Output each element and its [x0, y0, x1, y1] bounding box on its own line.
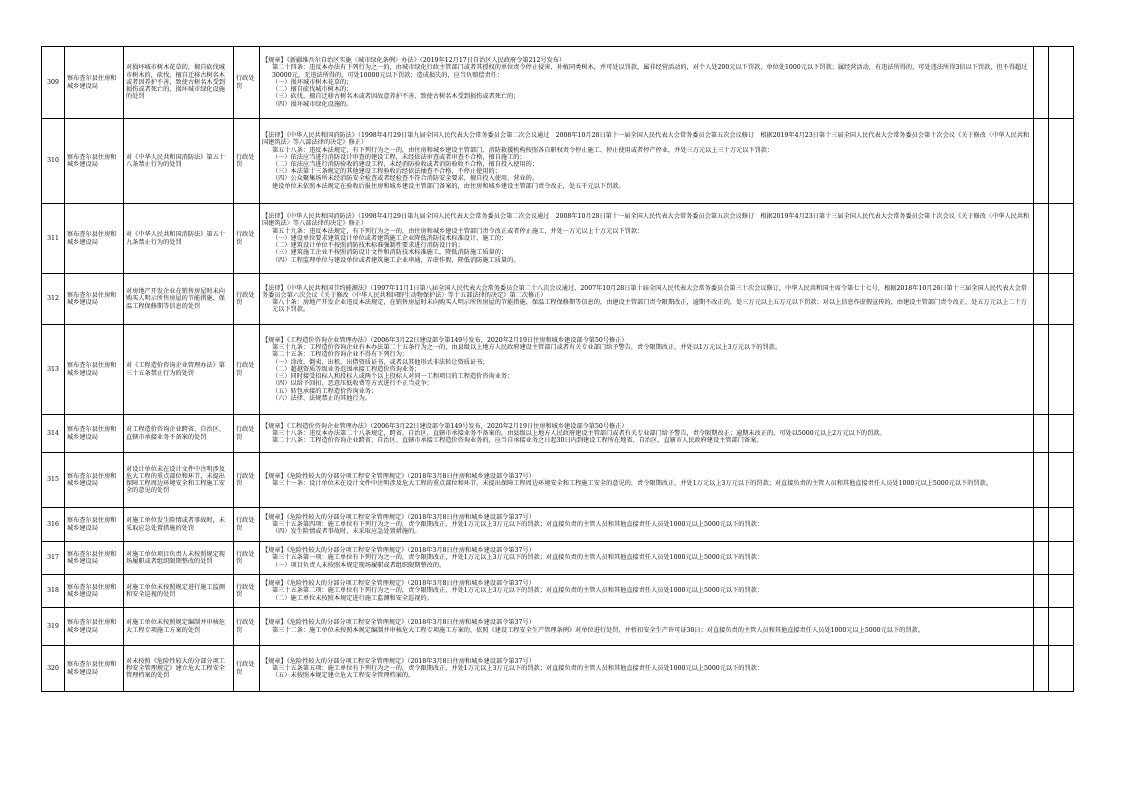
row-number: 316	[42, 508, 65, 542]
basis-line: 【规章】《危险性较大的分部分项工程安全管理规定》（2018年3月8日住房和城乡建设部令第37号）	[262, 472, 535, 480]
power-type-cell: 行政处罚	[234, 47, 260, 119]
legal-basis-cell	[260, 47, 1034, 119]
department-cell: 察布查尔县住房和城乡建设局	[65, 608, 124, 646]
basis-line: 第三十五条第五项：施工单位有下列行为之一的，责令限期改正，并处1万元以上3万元以下的罚款；对直接负责的主管人员和其他直接责任人员处1000元以上5000元以下的罚款：	[272, 664, 764, 672]
legal-basis-cell	[260, 508, 1034, 542]
basis-line: （四）公众聚集场所未经消防安全检查或者经检查不符合消防安全要求，擅自投入使用、营业的。	[272, 175, 539, 183]
table-row	[42, 453, 1074, 508]
table-row	[42, 508, 1074, 542]
basis-line: （三）同时接受招标人和投标人或两个以上投标人对同一工程项目的工程造价咨询业务；	[272, 373, 514, 381]
penalty-table	[41, 46, 1074, 692]
item-name-cell: 对工程造价咨询企业跨省、自治区、直辖市承接业务不备案的处罚	[124, 415, 234, 453]
basis-line: （一）依法应当进行消防设计审查的建设工程，未经依法审查或者审查不合格，擅自施工的；	[272, 153, 526, 161]
empty-cell	[1049, 325, 1074, 415]
basis-line: （二）依法应当进行消防验收的建设工程，未经消防验收或者消防验收不合格，擅自投入使用的；	[272, 161, 539, 168]
item-name-cell: 对未按照《危险性较大的分部分项工程安全管理规定》建立危大工程安全管理档案的处罚	[124, 646, 234, 692]
basis-line: 第二十八条：工程造价咨询企业跨省、自治区、直辖市承接工程造价咨询业务的，应当自承接业务之日起30日内到建设工程所在地省、自治区、直辖市人民政府建设主管部门备案。	[272, 437, 763, 445]
basis-line: 【法律】《中华人民共和国消防法》（1998年4月29日第九届全国人民代表大会常务委员会第二次会议通过 2008年10月28日第十一届全国人民代表大会常务委员会第五次会议修订 根据2019年4月23日第十三届全国人民代表大会常务委员会第十次会议《关于修改〈中华人民共和国建筑法〉等八部法律的决定》修正）	[262, 132, 1030, 147]
basis-line: 第三十九条：工程造价咨询企业有本办法第二十五条行为之一的，由县级以上地方人民政府建设主管部门或者有关专业部门给予警告，责令限期改正，并处以1万元以上3万元以下的罚款。	[272, 344, 782, 352]
basis-line: （一）涂改、倒卖、出租、出借资质证书，或者以其他形式非法转让资质证书；	[272, 358, 489, 366]
item-name-cell: 对房地产开发企业在销售房屋时未向购买人明示所售房屋的节能措施、保温工程保修期等信息的处罚	[124, 274, 234, 325]
empty-cell	[1049, 119, 1074, 204]
legal-basis-cell	[260, 453, 1034, 508]
empty-cell	[1034, 325, 1049, 415]
empty-cell	[1034, 508, 1049, 542]
basis-line: 【规章】《危险性较大的分部分项工程安全管理规定》（2018年3月8日住房和城乡建设部令第37号）	[262, 619, 535, 627]
item-name-cell: 对《中华人民共和国消防法》第五十九条禁止行为的处罚	[124, 204, 234, 274]
empty-cell	[1049, 204, 1074, 274]
item-name-cell: 对损坏城市树木花草的，擅自砍伐城市树木的，砍伐、擅自迁移古树名木或者因养护不善，致使古树名木受到损伤或者死亡的，损坏城市绿化设施的处罚	[124, 47, 234, 119]
empty-cell	[1049, 646, 1074, 692]
table-row	[42, 415, 1074, 453]
item-name-cell: 对《中华人民共和国消防法》第五十八条禁止行为的处罚	[124, 119, 234, 204]
legal-basis-cell	[260, 204, 1034, 274]
basis-line: （五）转包承接的工程造价咨询业务；	[272, 387, 378, 395]
table-row	[42, 325, 1074, 415]
table-row	[42, 608, 1074, 646]
basis-line: 第三十八条：违反本办法第二十八条规定，跨省、自治区、直辖市承接业务不备案的，由县级以上地方人民政府建设主管部门或者有关专业部门给予警告，责令限期改正；逾期未改正的，可处以5000元以上2万元以下的罚款。	[272, 429, 886, 437]
empty-cell	[1049, 47, 1074, 119]
department-cell: 察布查尔县住房和城乡建设局	[65, 325, 124, 415]
power-type-cell: 行政处罚	[234, 415, 260, 453]
power-type-cell: 行政处罚	[234, 508, 260, 542]
basis-line: 【规章】《新疆维吾尔自治区实施〈城市绿化条例〉办法》（2019年12月17日自治区人民政府令第212号发布）	[262, 57, 566, 65]
legal-basis-cell	[260, 646, 1034, 692]
basis-line: （二）施工单位未按照本规定进行施工监测和安全巡视的。	[272, 594, 433, 602]
basis-line: 【规章】《工程造价咨询企业管理办法》（2006年3月22日建设部令第149号发布，2020年2月19日住房和城乡建设部令第50号修正）	[262, 337, 628, 345]
legal-basis-cell	[260, 575, 1034, 608]
table-row	[42, 575, 1074, 608]
empty-cell	[1034, 415, 1049, 453]
empty-cell	[1049, 415, 1074, 453]
empty-cell	[1034, 453, 1049, 508]
basis-line: 第三十二条：施工单位未按照本规定编制并审核危大工程专项施工方案的，依照《建设工程安全生产管理条例》对单位进行处罚，并暂扣安全生产许可证30日；对直接负责的主管人员和其他直接责任人员处1000元以上5000元以下的罚款。	[272, 626, 924, 634]
empty-cell	[1049, 508, 1074, 542]
basis-line: 【规章】《危险性较大的分部分项工程安全管理规定》（2018年3月8日住房和城乡建设部令第37号）	[262, 580, 535, 588]
item-name-cell: 对施工单位未按照规定编制并审核危大工程专项施工方案的处罚	[124, 608, 234, 646]
empty-cell	[1034, 274, 1049, 325]
basis-line: 第五十八条：违反本法规定，有下列行为之一的，由住房和城乡建设主管部门、消防救援机构按照各自职权责令停止施工、停止使用或者停产停业，并处三万元以上三十万元以下罚款：	[272, 146, 774, 154]
power-type-cell: 行政处罚	[234, 274, 260, 325]
legal-basis-cell	[260, 325, 1034, 415]
department-cell: 察布查尔县住房和城乡建设局	[65, 47, 124, 119]
row-number: 309	[42, 47, 65, 119]
basis-line: 【规章】《危险性较大的分部分项工程安全管理规定》（2018年3月8日住房和城乡建设部令第37号）	[262, 547, 535, 555]
row-number: 317	[42, 542, 65, 575]
empty-cell	[1049, 542, 1074, 575]
empty-cell	[1034, 646, 1049, 692]
table-row	[42, 646, 1074, 692]
item-name-cell: 对设计单位未在设计文件中注明涉及危大工程的重点部位和环节，未提出保障工程周边环境安全和工程施工安全的意见的处罚	[124, 453, 234, 508]
power-type-cell: 行政处罚	[234, 119, 260, 204]
basis-line: 第五十九条：违反本法规定，有下列行为之一的，由住房和城乡建设主管部门责令改正或者停止施工，并处一万元以上十万元以下罚款：	[272, 227, 644, 235]
item-name-cell: 对施工单位发生险情或者事故时，未采取应急处置措施的处罚	[124, 508, 234, 542]
table-row	[42, 542, 1074, 575]
department-cell: 察布查尔县住房和城乡建设局	[65, 646, 124, 692]
item-name-cell: 对施工单位项目负责人未按照规定现场履职或者组织限期整改的处罚	[124, 542, 234, 575]
table-row	[42, 204, 1074, 274]
empty-cell	[1049, 274, 1074, 325]
basis-line: （六）法律、法规禁止的其他行为。	[272, 394, 371, 402]
basis-line: 【规章】《危险性较大的分部分项工程安全管理规定》（2018年3月8日住房和城乡建设部令第37号）	[262, 657, 535, 665]
basis-line: 【规章】《工程造价咨询企业管理办法》（2006年3月22日建设部令第149号发布，2020年2月19日住房和城乡建设部令第50号修正）	[262, 422, 628, 430]
basis-line: （一）项目负责人未按照本规定现场履职或者组织限期整改的。	[272, 561, 446, 569]
empty-cell	[1049, 608, 1074, 646]
empty-cell	[1049, 575, 1074, 608]
legal-basis-cell	[260, 608, 1034, 646]
empty-cell	[1049, 453, 1074, 508]
power-type-cell: 行政处罚	[234, 608, 260, 646]
power-type-cell: 行政处罚	[234, 646, 260, 692]
power-type-cell: 行政处罚	[234, 575, 260, 608]
power-type-cell: 行政处罚	[234, 453, 260, 508]
empty-cell	[1034, 47, 1049, 119]
row-number: 314	[42, 415, 65, 453]
department-cell: 察布查尔县住房和城乡建设局	[65, 508, 124, 542]
legal-basis-cell	[260, 119, 1034, 204]
legal-basis-cell	[260, 415, 1034, 453]
basis-line: 第三十一条：设计单位未在设计文件中注明涉及危大工程的重点部位和环节，未提出保障工程周边环境安全和工程施工安全的意见的，责令限期改正，并处1万元以上3万元以下的罚款；对直接负责的主管人员和其他直接责任人员处1000元以上5000元以下的罚款。	[272, 480, 992, 487]
power-type-cell: 行政处罚	[234, 542, 260, 575]
empty-cell	[1034, 608, 1049, 646]
table-row	[42, 119, 1074, 204]
basis-line: 【规章】《危险性较大的分部分项工程安全管理规定》（2018年3月8日住房和城乡建设部令第37号）	[262, 513, 535, 521]
basis-line: （一）建设单位要求建筑设计单位或者建筑施工企业降低消防技术标准设计、施工的；	[272, 234, 508, 242]
department-cell: 察布查尔县住房和城乡建设局	[65, 274, 124, 325]
basis-line: 第八十条：房地产开发企业违反本法规定，在销售房屋时未向购买人明示所售房屋的节能措施、保温工程保修期等信息的，由建设主管部门责令限期改正，逾期不改正的，处三万元以上五万元以下罚款；对以上信息作虚假宣传的，由建设主管部门责令改正，处五万元以上二十万元以下罚款。	[272, 299, 1027, 314]
basis-line: 【法律】《中华人民共和国消防法》（1998年4月29日第九届全国人民代表大会常务委员会第二次会议通过 2008年10月28日第十一届全国人民代表大会常务委员会第五次会议修订 根据2019年4月23日第十三届全国人民代表大会常务委员会第十次会议《关于修改〈中华人民共和国建筑法〉等八部法律的决定》修正）	[262, 213, 1030, 228]
basis-line: （四）工程监理单位与建设单位或者建筑施工企业串通，弄虚作假，降低消防施工质量的。	[272, 256, 520, 264]
basis-line: （三）砍伐、擅自迁移古树名木或者因故意养护不善，致使古树名木受到损伤或者死亡的；	[272, 93, 520, 101]
row-number: 320	[42, 646, 65, 692]
item-name-cell: 对《工程造价咨询企业管理办法》第三十五条禁止行为的处罚	[124, 325, 234, 415]
basis-line: 第二十四条：违反本办法有下列行为之一的，由城市绿化行政主管部门或者其授权的单位责令停止侵害、补植同类树木，并可处以罚款，属非经营活动的，对个人处200元以下罚款，单位处1000元以下罚款；属经营活动，有违法所得的，可处违法所得3倍以下罚款，但不得超过30000元，无违法所得的，可处10000元以下罚款；造成损失的，应当负赔偿责任：	[272, 64, 1028, 79]
basis-line: （二）擅自砍伐城市树木的；	[272, 86, 353, 94]
legal-basis-cell	[260, 274, 1034, 325]
basis-line: （三）建筑施工企业不按照消防设计文件和消防技术标准施工，降低消防施工质量的；	[272, 249, 508, 257]
empty-cell	[1034, 542, 1049, 575]
power-type-cell: 行政处罚	[234, 325, 260, 415]
basis-line: 第三十五条第四项：施工单位有下列行为之一的，责令限期改正，并处1万元以上3万元以下的罚款；对直接负责的主管人员和其他直接责任人员处1000元以上5000元以下的罚款：	[272, 520, 764, 528]
row-number: 310	[42, 119, 65, 204]
basis-line: （四）发生险情或者事故时，未采取应急处置措施的。	[272, 528, 421, 536]
table-row	[42, 47, 1074, 119]
department-cell: 察布查尔县住房和城乡建设局	[65, 415, 124, 453]
empty-cell	[1034, 204, 1049, 274]
item-name-cell: 对施工单位未按照规定进行施工监测和安全巡视的处罚	[124, 575, 234, 608]
empty-cell	[1034, 119, 1049, 204]
row-number: 315	[42, 453, 65, 508]
department-cell: 察布查尔县住房和城乡建设局	[65, 453, 124, 508]
basis-line: （四）损坏城市绿化设施的。	[272, 100, 353, 108]
table-row	[42, 274, 1074, 325]
row-number: 313	[42, 325, 65, 415]
basis-line: 第二十五条：工程造价咨询企业不得有下列行为：	[272, 351, 409, 359]
row-number: 312	[42, 274, 65, 325]
row-number: 311	[42, 204, 65, 274]
basis-line: （二）建筑设计单位不按照消防技术标准强制性要求进行消防设计的；	[272, 242, 464, 250]
department-cell: 察布查尔县住房和城乡建设局	[65, 575, 124, 608]
basis-line: （三）本法第十三条规定的其他建设工程验收后经依法抽查不合格，不停止使用的；	[272, 168, 501, 176]
department-cell: 察布查尔县住房和城乡建设局	[65, 119, 124, 204]
department-cell: 察布查尔县住房和城乡建设局	[65, 542, 124, 575]
table-body	[42, 47, 1074, 692]
basis-line: 【法律】《中华人民共和国节约能源法》（1997年11月1日第八届全国人民代表大会常务委员会第二十八次会议通过，2007年10月28日第十届全国人民代表大会常务委员会第三十次会议修订，中华人民共和国主席令第七十七号，根据2018年10月26日第十三届全国人民代表大会常务委员会第六次会议《关于修改〈中华人民共和国野生动物保护法〉等十五部法律的决定》第二次修正）	[262, 284, 1027, 299]
basis-line: （一）损坏城市树木花草的；	[272, 78, 353, 86]
row-number: 318	[42, 575, 65, 608]
department-cell: 察布查尔县住房和城乡建设局	[65, 204, 124, 274]
basis-line: 第三十五条第一项：施工单位有下列行为之一的，责令限期改正，并处1万元以上3万元以下的罚款；对直接负责的主管人员和其他直接责任人员处1000元以上5000元以下的罚款：	[272, 554, 764, 562]
row-number: 319	[42, 608, 65, 646]
basis-line: （五）未按照本规定建立危大工程安全管理档案的。	[272, 672, 415, 680]
legal-basis-cell	[260, 542, 1034, 575]
basis-line: 第三十五条第二项：施工单位有下列行为之一的，责令限期改正，并处1万元以上3万元以下的罚款；对直接负责的主管人员和其他直接责任人员处1000元以上5000元以下的罚款：	[272, 587, 764, 595]
basis-line: （四）以给予回扣、恶意压低收费等方式进行不正当竞争；	[272, 380, 433, 388]
empty-cell	[1034, 575, 1049, 608]
power-type-cell: 行政处罚	[234, 204, 260, 274]
basis-line: 建设单位未依照本法规定在验收后报住房和城乡建设主管部门备案的，由住房和城乡建设主管部门责令改正，处五千元以下罚款。	[272, 182, 625, 190]
basis-line: （二）超越资质等级业务范围承接工程造价咨询业务；	[272, 365, 421, 373]
